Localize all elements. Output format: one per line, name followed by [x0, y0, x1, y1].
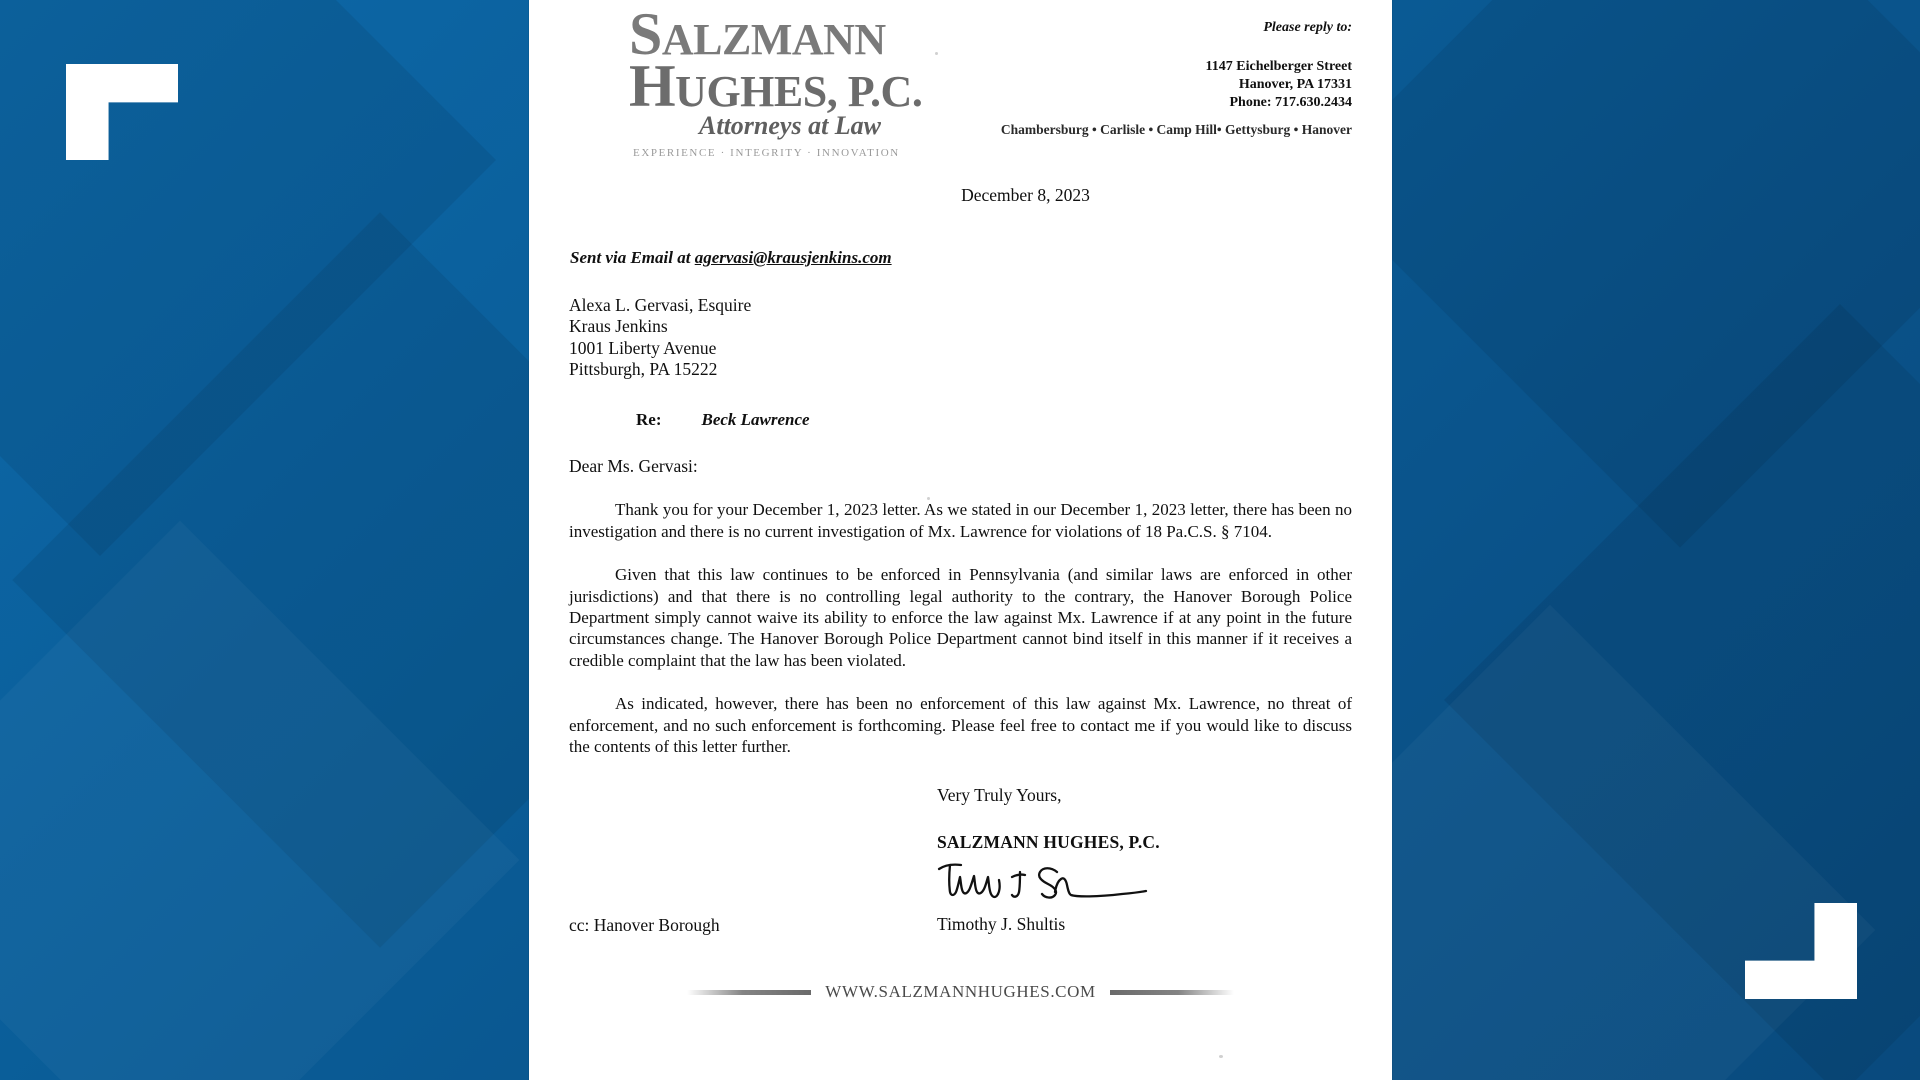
firm-logo-line1-cap: S — [629, 1, 662, 67]
body-paragraph-1: Thank you for your December 1, 2023 letter. As we stated in our December 1, 2023 letter, there has been no investigation and there is no current investigation of Mx. Lawrence for violations of 18 Pa.C.S. § 7104. — [569, 500, 1352, 541]
firm-signature-name: SALZMANN HUGHES, P.C. — [937, 832, 1160, 853]
contact-block — [1206, 20, 1352, 112]
firm-logo — [629, 1, 929, 160]
scan-speck-1 — [927, 497, 930, 500]
address-line-street: 1147 Eichelberger Street — [1205, 59, 1352, 74]
recipient-city: Pittsburgh, PA 15222 — [569, 359, 718, 380]
re-value: Beck Lawrence — [701, 410, 810, 430]
recipient-street: 1001 Liberty Avenue — [569, 337, 717, 358]
reply-to-label: Please reply to: — [1263, 20, 1352, 35]
sent-via-prefix: Sent via Email at — [570, 248, 695, 267]
subject-line — [636, 410, 1352, 430]
letter-footer — [529, 982, 1392, 1002]
signer-name: Timothy J. Shultis — [937, 914, 1066, 935]
footer-website-url: WWW.SALZMANNHUGHES.COM — [825, 982, 1096, 1001]
scan-speck-2 — [1101, 507, 1104, 510]
office-locations: Chambersburg • Carlisle • Camp Hill• Gettysburg • Hanover — [1000, 122, 1352, 137]
footer-rule-right — [1110, 990, 1234, 995]
recipient-name: Alexa L. Gervasi, Esquire — [569, 295, 752, 315]
letterhead — [529, 0, 1392, 165]
letter-document-page — [529, 0, 1392, 1080]
recipient-email-link[interactable]: agervasi@krausjenkins.com — [694, 248, 892, 267]
letter-date: December 8, 2023 — [961, 185, 1090, 205]
firm-logo-line1-rest: ALZMANN — [661, 15, 886, 64]
closing-phrase: Very Truly Yours, — [937, 785, 1062, 806]
scan-speck-3 — [1219, 1055, 1223, 1058]
address-line-city: Hanover, PA 17331 — [1238, 76, 1352, 92]
firm-logo-line-2 — [629, 52, 929, 119]
footer-rule-left — [687, 990, 811, 995]
letter-body — [529, 185, 1392, 936]
closing-block — [937, 785, 1352, 935]
recipient-firm: Kraus Jenkins — [569, 316, 668, 337]
sent-via-email-line — [570, 248, 1352, 268]
scan-speck-4 — [935, 52, 938, 55]
address-line-phone: Phone: 717.630.2434 — [1229, 94, 1352, 110]
firm-logo-line2-rest: UGHES, P.C. — [675, 66, 923, 116]
salutation: Dear Ms. Gervasi: — [569, 456, 698, 477]
body-paragraph-3: As indicated, however, there has been no enforcement of this law against Mx. Lawrence, no threat of enforcement, and no such enforcement is forthcoming. Please feel free to contact me if you would like to discuss the contents of this letter further. — [569, 694, 1352, 757]
re-label: Re: — [636, 410, 662, 430]
cc-line: cc: Hanover Borough — [569, 915, 720, 936]
recipient-address-block — [569, 295, 1352, 380]
firm-logo-values: EXPERIENCE · INTEGRITY · INNOVATION — [633, 147, 900, 160]
handwritten-signature-icon — [937, 859, 1167, 911]
body-paragraph-2: Given that this law continues to be enforced in Pennsylvania (and similar laws are enforced in other jurisdictions) and that there is no controlling legal authority to the contrary, the Hanover Borough Police Department simply cannot waive its ability to enforce the law against Mx. Lawrence if at any point in the future circumstances change. The Hanover Borough Police Department cannot bind itself in this manner if it receives a credible complaint that the law has been violated. — [569, 565, 1352, 670]
firm-logo-tagline: Attorneys at Law — [699, 111, 882, 141]
firm-logo-line2-cap: H — [629, 52, 676, 119]
